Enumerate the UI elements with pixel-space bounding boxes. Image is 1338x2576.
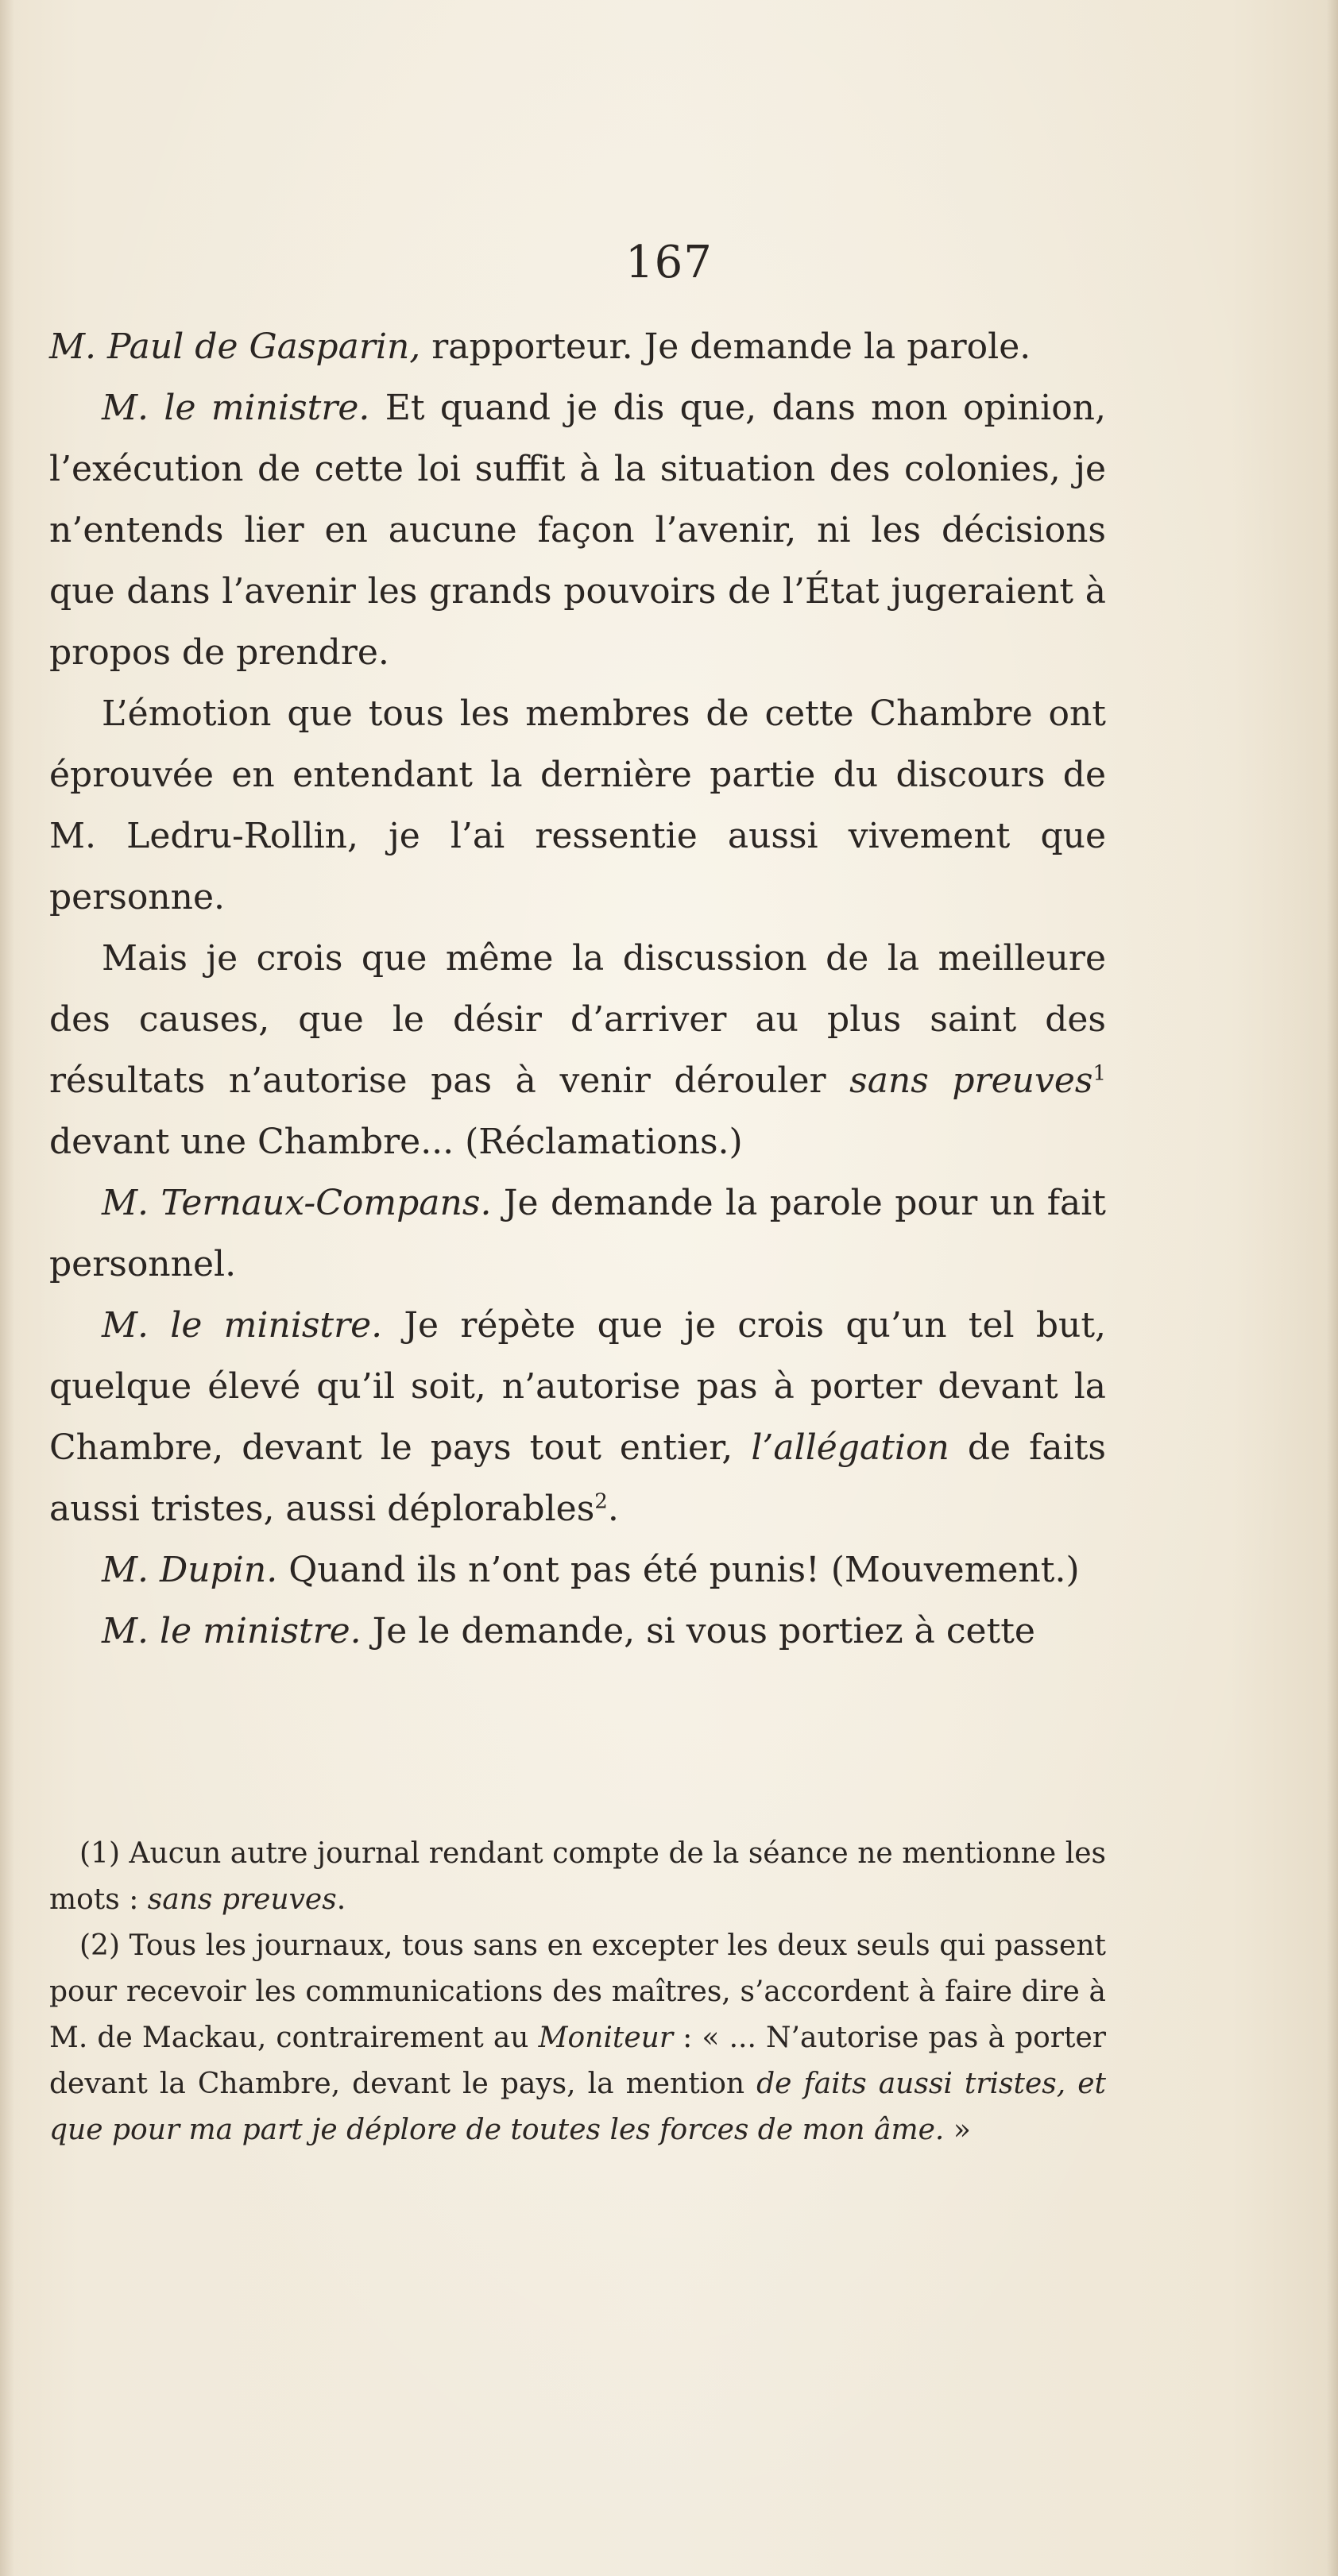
paragraph-text: de faits aussi tristes, aussi déplorables [49,1427,1106,1529]
speaker: M. Ternaux-Compans. [102,1183,492,1223]
paragraph-text: devant une Chambre... (Réclamations.) [49,1122,743,1162]
footnote-2 [49,1923,1106,2153]
emphasis-text: Moniteur [538,2022,674,2054]
page-edge-left [0,0,14,2576]
footnote-1 [49,1831,1106,1923]
main-text [49,316,1106,1662]
paragraph-text: L’émotion que tous les membres de cette Chambre ont éprouvée en entendant la dernière partie du discours de M. Ledru-Rollin, je l’ai ressentie aussi vivement que personne. [49,693,1106,917]
footnote-text: : « ... N’autorise pas à porter devant la Chambre, devant le pays, la mention [49,2022,1106,2100]
footnote-marker: (1) [79,1837,120,1870]
paragraph-text: Je répète que je crois qu’un tel but, quelque élevé qu’il soit, n’autorise pas à porter devant la Chambre, devant le pays tout entier, [49,1305,1106,1468]
footnote-text: » [944,2114,971,2146]
paragraph-8 [49,1601,1106,1662]
page-number: 167 [625,237,713,288]
speaker: M. le ministre. [102,1611,362,1651]
footnote-text: Tous les journaux, tous sans en excepter les deux seuls qui passent pour recevoir les communications des maîtres, s’accordent à faire dire à M. de Mackau, contrairement au [49,1929,1106,2054]
paragraph-3 [49,683,1106,928]
paragraph-text: Et quand je dis que, dans mon opinion, l’exécution de cette loi suffit à la situation des colonies, je n’entends lier en aucune façon l’avenir, ni les décisions que dans l’avenir les grands pouvoirs de l’État jugeraient à propos de prendre. [49,388,1107,673]
footnote-ref: 2 [594,1489,608,1514]
paragraph-2 [49,377,1106,683]
paragraph-text: Quand ils n’ont pas été punis! (Mouvement.) [277,1550,1080,1590]
footnote-text: Aucun autre journal rendant compte de la séance ne mentionne les mots : [49,1837,1106,1916]
page-edge-right [1327,0,1338,2576]
paragraph-5 [49,1172,1106,1295]
footnote-text: . [336,1883,346,1916]
paragraph-6 [49,1295,1106,1539]
paragraph-7 [49,1539,1106,1601]
emphasis-text: sans preuves [849,1060,1093,1101]
speaker: M. le ministre. [102,388,370,428]
emphasis-text: sans preuves [147,1883,337,1916]
speaker: M. Paul de Gasparin, [49,326,421,367]
paragraph-text: . [607,1489,619,1529]
paragraph-1 [49,316,1106,377]
emphasis-text: de faits aussi tristes, et que pour ma part je déplore de toutes les forces de mon âme. [49,2068,1106,2146]
paragraph-4 [49,928,1106,1172]
footnote-marker: (2) [79,1929,120,1962]
emphasis-text: l’allégation [751,1427,949,1468]
speaker: M. Dupin. [102,1550,278,1590]
paragraph-text: Je le demande, si vous portiez à cette [361,1611,1035,1651]
footnote-ref: 1 [1092,1061,1106,1086]
paragraph-text: rapporteur. Je demande la parole. [420,326,1031,367]
paragraph-text: Mais je crois que même la discussion de la meilleure des causes, que le désir d’arriver au plus saint des résultats n’autorise pas à venir dérouler [49,938,1106,1101]
paragraph-text: Je demande la parole pour un fait personnel. [49,1183,1106,1284]
footnotes [49,1831,1106,2153]
speaker: M. le ministre. [102,1305,383,1346]
